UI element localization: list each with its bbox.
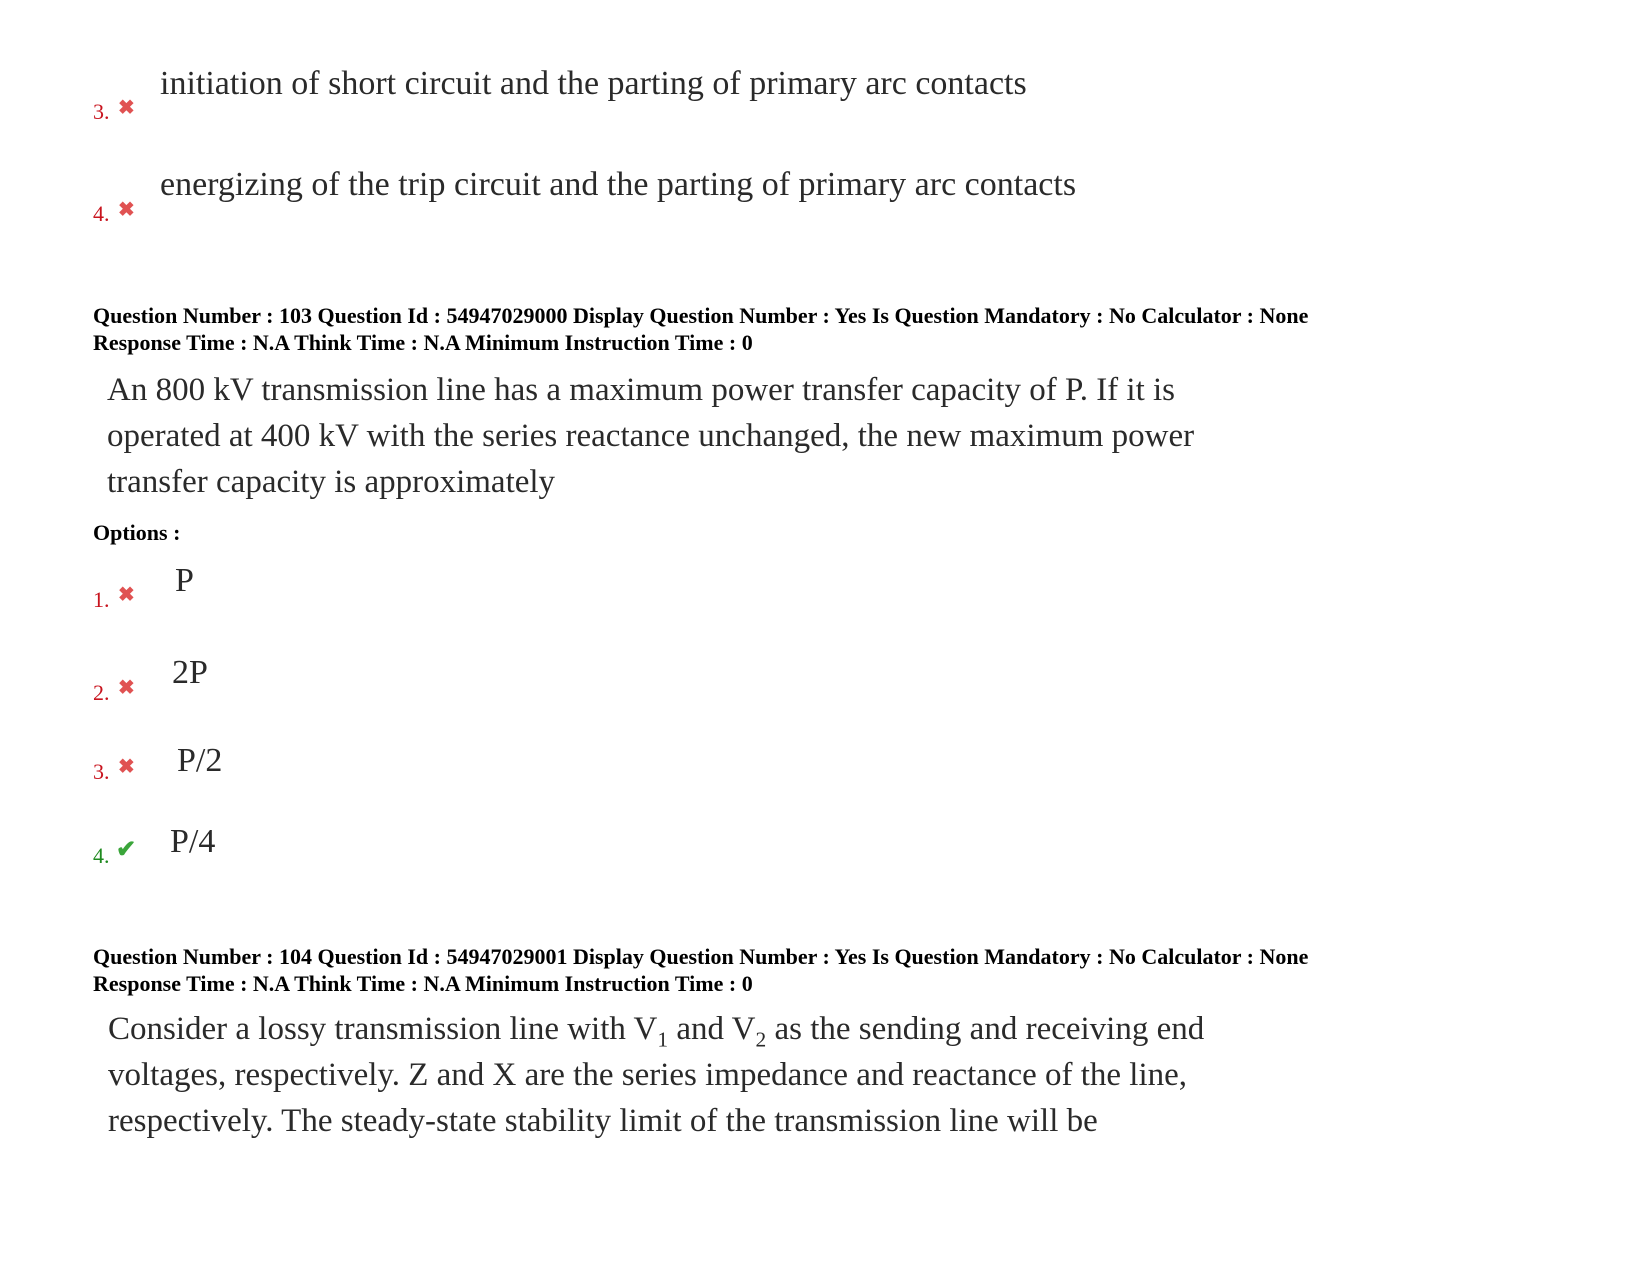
subscript: 1 — [657, 1027, 669, 1052]
question-text-line: voltages, respectively. Z and X are the series impedance and reactance of the line, — [108, 1057, 1188, 1093]
question-meta-line2: Response Time : N.A Think Time : N.A Minimum Instruction Time : 0 — [93, 971, 753, 996]
cross-icon: ✖ — [118, 584, 135, 606]
text-segment: and V — [668, 1011, 756, 1047]
question-text-line: An 800 kV transmission line has a maximum power transfer capacity of P. If it is — [107, 372, 1176, 408]
question-meta-line1: Question Number : 104 Question Id : 54947029001 Display Question Number : Yes Is Question Mandatory : No Calculator : None — [93, 944, 1309, 969]
option-text: initiation of short circuit and the parting of primary arc contacts — [160, 65, 1027, 102]
cross-icon: ✖ — [118, 97, 135, 119]
cross-icon: ✖ — [118, 199, 135, 221]
text-segment: as the sending and receiving end — [766, 1011, 1205, 1047]
options-label: Options : — [93, 520, 181, 545]
question-text-line: respectively. The steady-state stability limit of the transmission line will be — [108, 1103, 1098, 1139]
question-meta-line2: Response Time : N.A Think Time : N.A Minimum Instruction Time : 0 — [93, 330, 753, 355]
option-number: 3. — [93, 759, 110, 784]
subscript: 2 — [755, 1027, 767, 1052]
question-text-line: transfer capacity is approximately — [107, 464, 556, 500]
option-number: 3. — [93, 99, 110, 124]
option-number: 1. — [93, 587, 110, 612]
question-meta-line1: Question Number : 103 Question Id : 54947029000 Display Question Number : Yes Is Question Mandatory : No Calculator : None — [93, 303, 1309, 328]
check-icon: ✔ — [116, 837, 137, 863]
option-text: P/4 — [170, 823, 216, 860]
option-number: 2. — [93, 680, 110, 705]
question-text-line: operated at 400 kV with the series reactance unchanged, the new maximum power — [107, 418, 1195, 454]
option-number: 4. — [93, 201, 110, 226]
option-text: P — [175, 562, 194, 599]
option-number: 4. — [93, 843, 110, 868]
option-text: 2P — [172, 654, 208, 691]
option-text: P/2 — [177, 742, 223, 779]
option-text: energizing of the trip circuit and the parting of primary arc contacts — [160, 166, 1077, 203]
cross-icon: ✖ — [118, 677, 135, 699]
cross-icon: ✖ — [118, 756, 135, 778]
text-segment: Consider a lossy transmission line with V — [108, 1011, 658, 1047]
